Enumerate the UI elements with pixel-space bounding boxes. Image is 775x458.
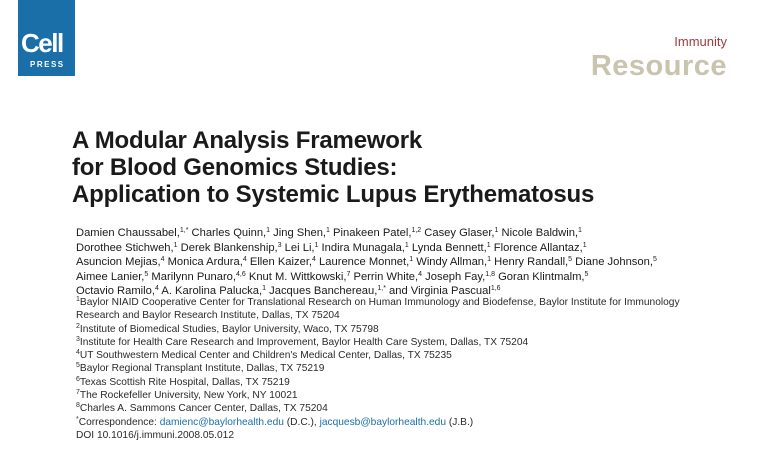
email-link-1[interactable]: damienc@baylorhealth.edu	[159, 416, 284, 428]
author-affiliation-marker: 1	[409, 256, 414, 264]
author-affiliation-marker: 1	[404, 241, 409, 249]
author-name: Jing Shen,	[270, 227, 327, 239]
author-name: Pinakeen Patel,	[329, 227, 412, 239]
affiliation-marker: 5	[76, 362, 80, 370]
author-affiliation-marker: 5	[584, 270, 589, 278]
author-name: Casey Glaser,	[421, 227, 495, 239]
logo-text: Cell	[21, 28, 63, 58]
author-name: Diane Johnson,	[572, 256, 653, 269]
correspondence-initials-2: (J.B.)	[446, 416, 474, 428]
author-name: Marilynn Punaro,	[148, 270, 237, 283]
author-name: Dorothee Stichweh,	[76, 241, 174, 254]
affiliation-line	[76, 309, 766, 322]
author-name: Damien Chaussabel,	[76, 227, 180, 239]
author-affiliation-marker: 1	[173, 241, 178, 249]
author-name: Nicole Baldwin,	[498, 227, 579, 239]
affiliation-text: Research and Baylor Research Institute, Dallas, TX 75204	[76, 310, 340, 322]
author-affiliation-marker: 4	[418, 270, 423, 278]
author-affiliation-marker: 1	[326, 227, 330, 234]
author-line	[76, 226, 766, 241]
author-affiliation-marker: 1	[494, 227, 499, 234]
affiliation-text: The Rockefeller University, New York, NY 10021	[79, 390, 298, 402]
author-affiliation-marker: 1,*	[179, 227, 189, 234]
author-affiliation-marker: 1	[582, 241, 587, 249]
author-affiliation-marker: 4	[154, 285, 159, 293]
author-affiliation-marker: 3	[277, 241, 282, 249]
author-name: Monica Ardura,	[164, 256, 243, 269]
affiliation-text: UT Southwestern Medical Center and Children's Medical Center, Dallas, TX 75235	[79, 350, 452, 362]
doi: DOI 10.1016/j.immuni.2008.05.012	[76, 429, 235, 441]
affiliation-line	[76, 389, 766, 402]
affiliation-line	[76, 323, 766, 336]
author-name: Knut M. Wittkowski,	[245, 270, 347, 283]
author-name: Florence Allantaz,	[490, 241, 583, 254]
author-name: Goran Klintmalm,	[495, 270, 585, 283]
affiliation-line	[76, 296, 766, 309]
author-affiliation-marker: 1,2	[411, 227, 422, 234]
author-affiliation-marker: 5	[568, 256, 573, 264]
author-affiliation-marker: 1,*	[377, 285, 386, 293]
author-affiliation-marker: 4,6	[236, 270, 246, 278]
affiliation-line	[76, 349, 766, 362]
author-name: Ellen Kaizer,	[246, 256, 313, 269]
article-type: Resource	[590, 50, 727, 82]
affiliation-text: Charles A. Sammons Cancer Center, Dallas, TX 75204	[79, 403, 328, 415]
affiliation-line	[76, 362, 766, 375]
author-name: Henry Randall,	[491, 256, 569, 269]
paper-title	[72, 127, 752, 208]
affiliation-marker: 4	[76, 349, 80, 357]
author-name: and Virginia Pascual	[385, 285, 491, 298]
author-name: Joseph Fay,	[422, 270, 486, 283]
affiliation-text: Baylor Regional Transplant Institute, Dallas, TX 75219	[79, 363, 325, 375]
author-affiliation-marker: 1	[262, 285, 267, 293]
affiliation-marker: 6	[76, 375, 80, 383]
affiliation-marker: 8	[76, 402, 80, 410]
affiliation-text: Baylor NIAID Cooperative Center for Translational Research on Human Immunology and Biodefense, Baylor Institute for Immunology	[79, 297, 680, 308]
correspondence-marker: *	[76, 415, 79, 423]
affiliation-line	[76, 376, 766, 389]
author-name: Asuncion Mejias,	[76, 256, 161, 269]
author-name: Lei Li,	[281, 241, 315, 254]
author-affiliation-marker: 1,8	[485, 270, 495, 278]
affiliation-line	[76, 402, 766, 415]
author-name: A. Karolina Palucka,	[158, 285, 263, 298]
logo-subtext: PRESS	[30, 60, 65, 69]
author-affiliation-marker: 1	[487, 256, 492, 264]
author-affiliation-marker: 7	[346, 270, 351, 278]
author-affiliation-marker: 1	[486, 241, 491, 249]
author-line	[76, 270, 766, 285]
author-affiliation-marker: 5	[652, 256, 657, 264]
cell-press-logo	[18, 0, 75, 76]
correspondence-label: Correspondence:	[78, 416, 160, 428]
correspondence-line	[76, 416, 766, 429]
author-list	[76, 226, 766, 299]
affiliation-line	[76, 336, 766, 349]
author-name: Jacques Banchereau,	[266, 285, 378, 298]
affiliation-marker: 3	[76, 335, 80, 343]
author-affiliation-marker: 1	[314, 241, 319, 249]
email-link-2[interactable]: jacquesb@baylorhealth.edu	[319, 416, 447, 428]
author-affiliation-marker: 1,6	[490, 285, 501, 293]
affiliation-marker: 2	[76, 322, 80, 330]
author-name: Laurence Monnet,	[315, 256, 410, 269]
author-affiliation-marker: 1	[266, 227, 271, 234]
author-line	[76, 241, 766, 256]
author-name: Derek Blankenship,	[177, 241, 278, 254]
journal-name: Immunity	[674, 34, 727, 49]
affiliation-text: Institute of Biomedical Studies, Baylor University, Waco, TX 75798	[79, 323, 379, 335]
title-line: Application to Systemic Lupus Erythematosus	[72, 181, 595, 208]
correspondence-initials-1: (D.C.),	[283, 416, 320, 428]
author-name: Perrin White,	[350, 270, 419, 283]
author-name: Indira Munagala,	[318, 241, 405, 254]
author-name: Octavio Ramilo,	[76, 285, 155, 298]
affiliation-list	[76, 296, 766, 442]
author-line	[76, 255, 766, 270]
affiliation-text: Institute for Health Care Research and Improvement, Baylor Health Care System, Dallas, TX 75204	[79, 336, 529, 348]
author-name: Charles Quinn,	[188, 227, 267, 239]
author-name: Windy Allman,	[413, 256, 488, 269]
author-name: Aimee Lanier,	[76, 270, 145, 283]
affiliation-marker: 1	[76, 296, 80, 303]
author-affiliation-marker: 4	[242, 256, 247, 264]
title-line: for Blood Genomics Studies:	[72, 154, 398, 181]
author-name: Lynda Bennett,	[408, 241, 487, 254]
author-affiliation-marker: 4	[160, 256, 165, 264]
affiliation-marker: 7	[76, 389, 80, 397]
author-affiliation-marker: 5	[144, 270, 149, 278]
author-affiliation-marker: 1	[578, 227, 582, 234]
author-affiliation-marker: 4	[312, 256, 316, 264]
affiliation-text: Texas Scottish Rite Hospital, Dallas, TX 75219	[79, 376, 290, 388]
title-line: A Modular Analysis Framework	[72, 127, 423, 154]
